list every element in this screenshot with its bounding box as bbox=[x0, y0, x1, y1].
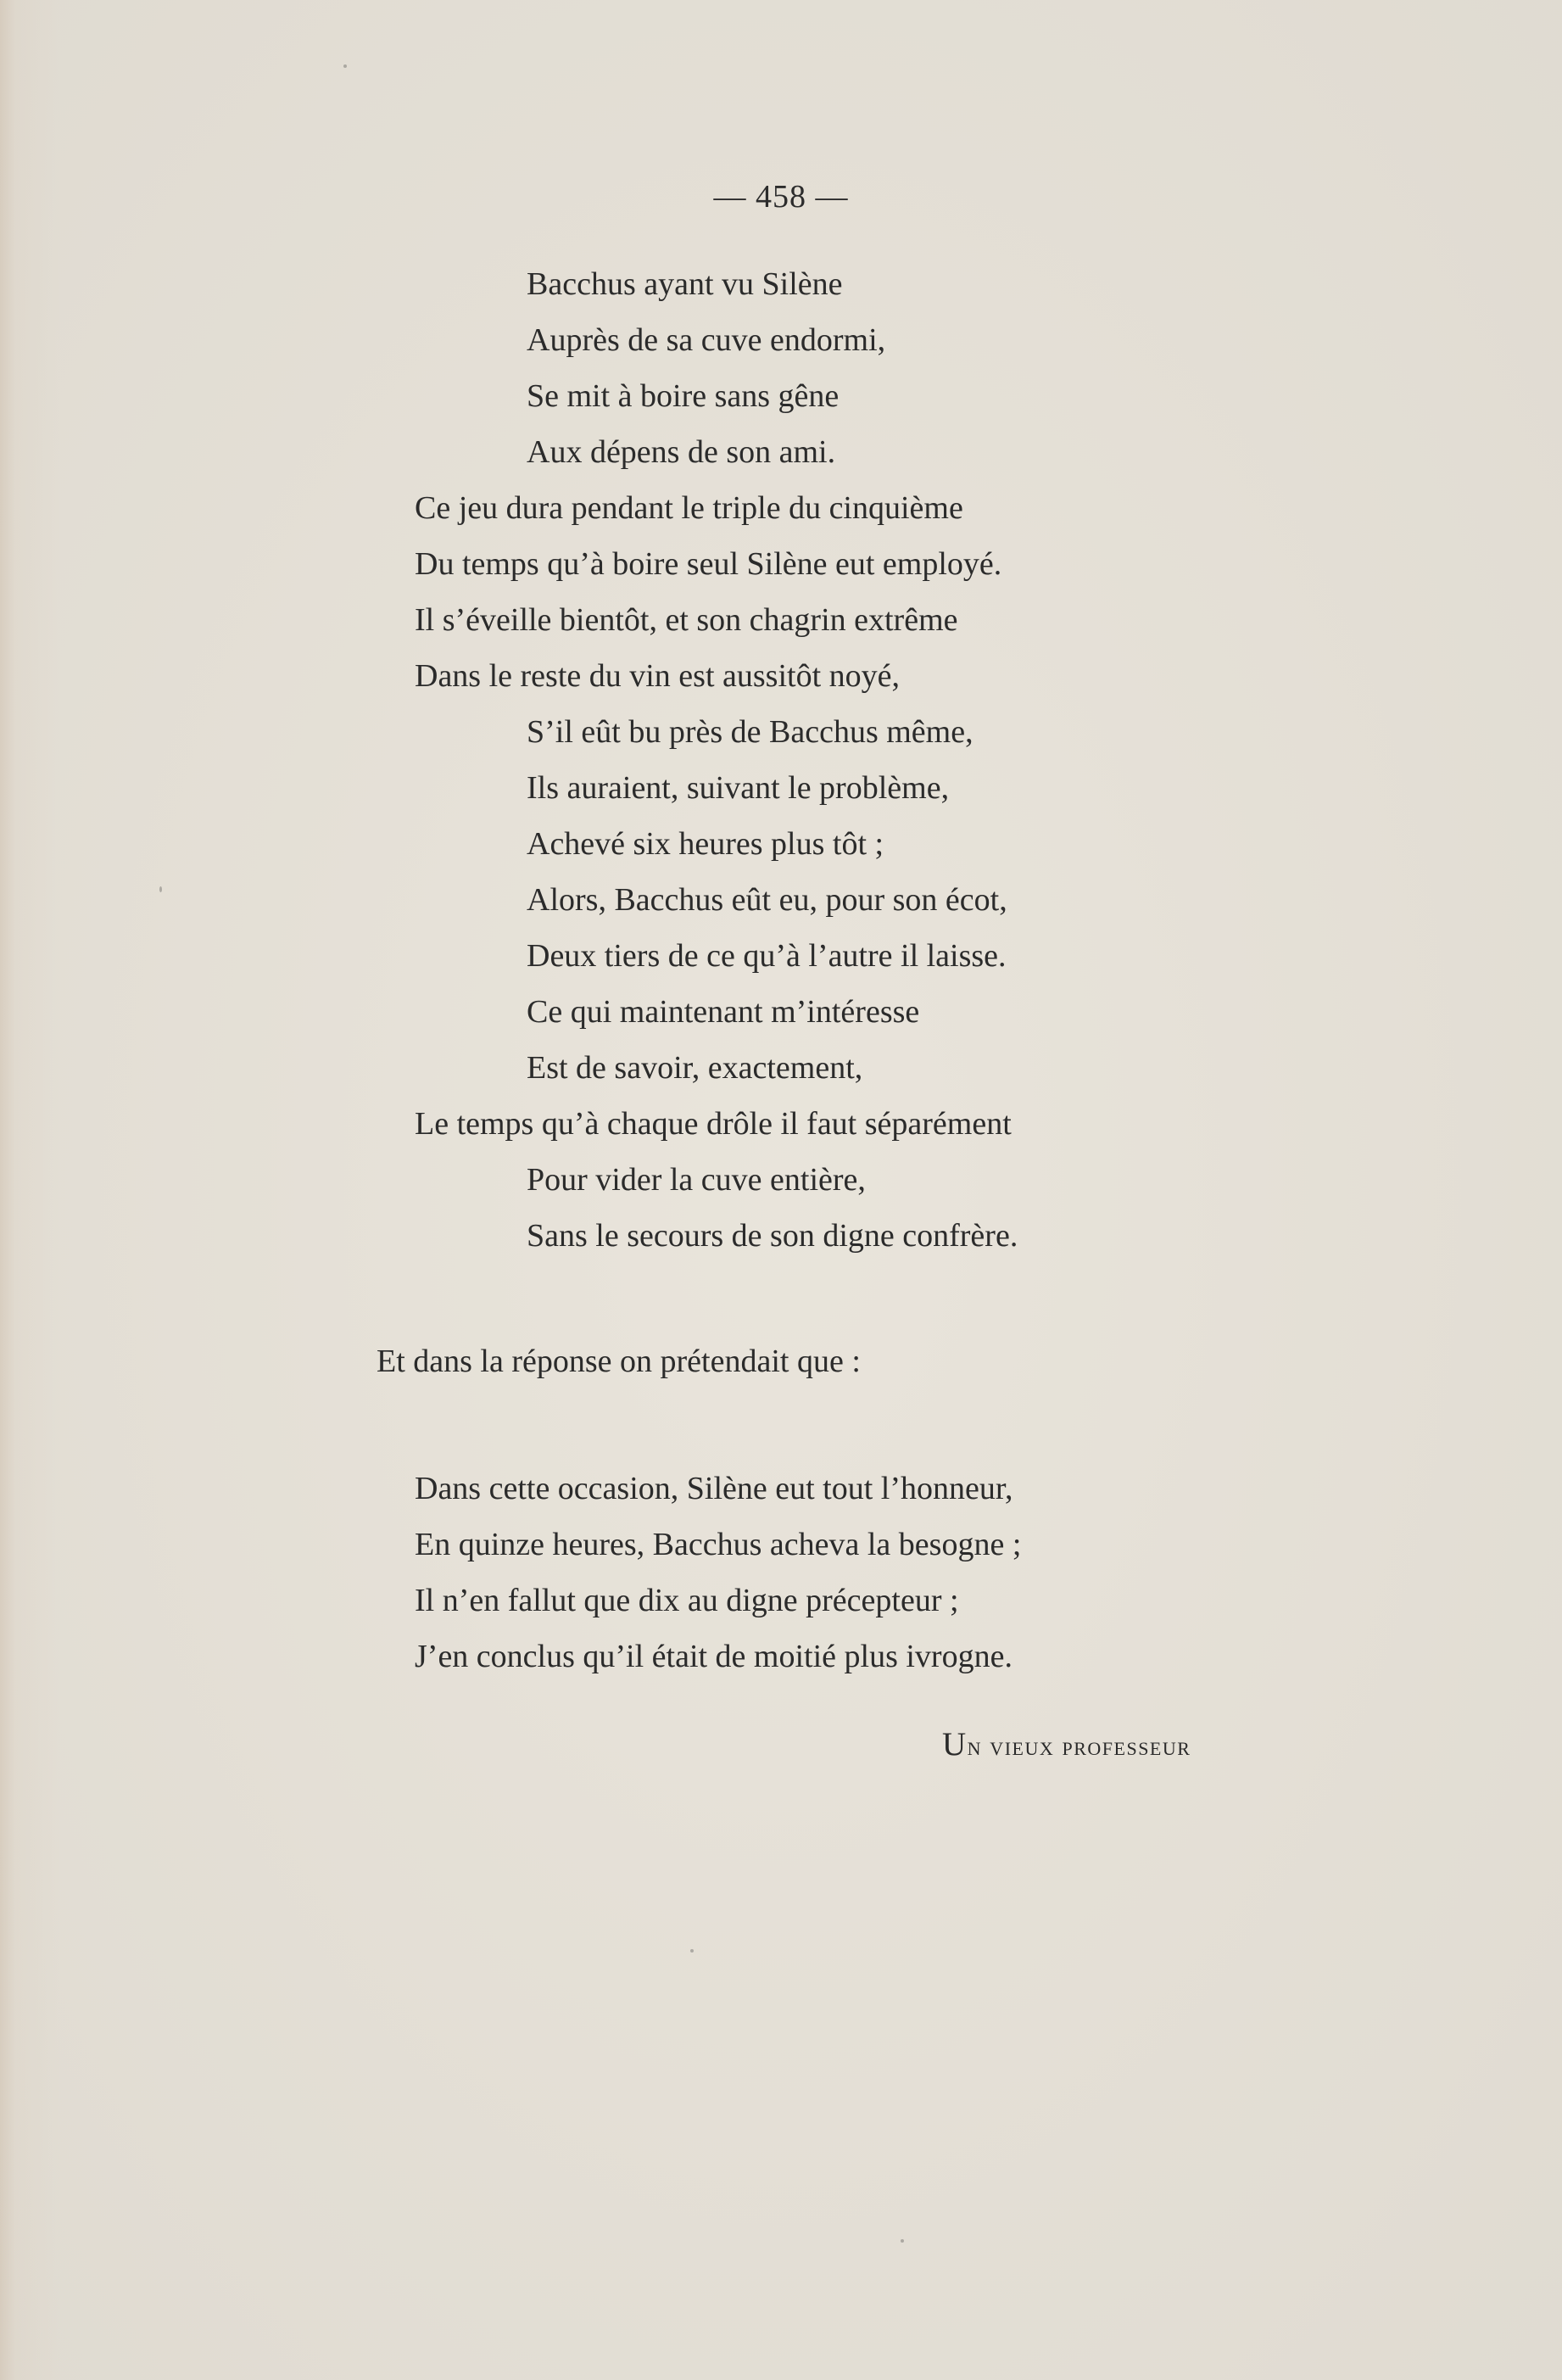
poem-line: Auprès de sa cuve endormi, bbox=[527, 322, 886, 358]
poem-line: Aux dépens de son ami. bbox=[527, 434, 836, 470]
poem-line: Dans le reste du vin est aussitôt noyé, bbox=[415, 658, 901, 694]
paper-blemish bbox=[690, 1949, 694, 1953]
poem-line: Ce jeu dura pendant le triple du cinquième bbox=[415, 490, 963, 526]
poem-line: Le temps qu’à chaque drôle il faut séparément bbox=[415, 1106, 1012, 1142]
poem-line: S’il eût bu près de Bacchus même, bbox=[527, 714, 973, 750]
poem-line: Pour vider la cuve entière, bbox=[527, 1162, 866, 1198]
poem-line: Il s’éveille bientôt, et son chagrin extrême bbox=[415, 602, 958, 638]
intro-line: Et dans la réponse on prétendait que : bbox=[377, 1344, 861, 1379]
poem-line: Ils auraient, suivant le problème, bbox=[527, 770, 950, 806]
poem-line: Du temps qu’à boire seul Silène eut employé. bbox=[415, 546, 1002, 582]
answer-line: Il n’en fallut que dix au digne précepteur ; bbox=[415, 1583, 959, 1618]
poem-line: Ce qui maintenant m’intéresse bbox=[527, 994, 920, 1030]
poem-line: Est de savoir, exactement, bbox=[527, 1050, 863, 1086]
poem-line: Achevé six heures plus tôt ; bbox=[527, 826, 884, 862]
paper-blemish bbox=[159, 886, 162, 892]
signature-initial: U bbox=[942, 1726, 968, 1763]
poem-line: Alors, Bacchus eût eu, pour son écot, bbox=[527, 882, 1007, 918]
poem-line: Se mit à boire sans gêne bbox=[527, 378, 840, 414]
poem-line: Deux tiers de ce qu’à l’autre il laisse. bbox=[527, 938, 1007, 974]
paper-blemish bbox=[343, 64, 347, 68]
paper-blemish bbox=[901, 2239, 904, 2243]
signature bbox=[942, 1725, 1191, 1763]
poem-line: Bacchus ayant vu Silène bbox=[527, 266, 843, 302]
answer-line: J’en conclus qu’il était de moitié plus ivrogne. bbox=[415, 1639, 1013, 1674]
poem-line: Sans le secours de son digne confrère. bbox=[527, 1218, 1018, 1254]
page-number: — 458 — bbox=[713, 179, 849, 215]
signature-rest: n vieux professeur bbox=[967, 1731, 1191, 1761]
answer-line: Dans cette occasion, Silène eut tout l’honneur, bbox=[415, 1471, 1013, 1506]
answer-line: En quinze heures, Bacchus acheva la besogne ; bbox=[415, 1527, 1022, 1562]
